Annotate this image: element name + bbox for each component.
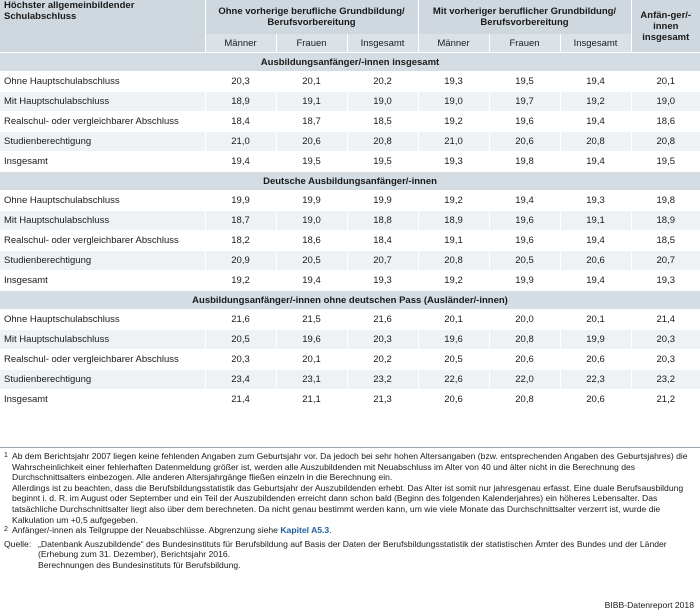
table-cell: 19,4	[560, 271, 631, 291]
table-cell: 19,4	[560, 112, 631, 132]
table-cell: 19,5	[489, 72, 560, 92]
table-cell: 19,8	[489, 152, 560, 172]
publication-credit: BIBB-Datenreport 2018	[604, 600, 694, 610]
table-cell: 19,6	[489, 231, 560, 251]
table-cell: 18,7	[205, 211, 276, 231]
row-label: Insgesamt	[0, 152, 205, 172]
table-cell: 20,3	[631, 330, 700, 350]
table-cell: 19,4	[560, 231, 631, 251]
table-cell: 20,2	[347, 350, 418, 370]
source-text: Berechnungen des Bundesinstituts für Berufsbildung.	[38, 559, 241, 570]
table-cell: 22,3	[560, 370, 631, 390]
table-cell: 20,9	[205, 251, 276, 271]
footnote-end: .	[329, 525, 332, 536]
table-cell: 19,1	[418, 231, 489, 251]
footnote-2	[4, 525, 696, 536]
table-row	[0, 330, 700, 350]
section-header-row	[0, 172, 700, 191]
table-cell: 20,8	[347, 132, 418, 152]
row-label: Studienberechtigung	[0, 251, 205, 271]
table-row	[0, 72, 700, 92]
table-cell: 21,5	[276, 310, 347, 330]
table-cell: 20,3	[631, 350, 700, 370]
footnote-text: Ab dem Berichtsjahr 2007 liegen keine fehlenden Angaben zum Geburtsjahr vor. Da jedoch bei sehr hohen Altersangaben (bzw. entsprechenden Angaben des Geburtsjahres) die Wahrscheinlichkeit einer fehlerhaften Datenmeldung größer ist, werden alle Auszubildenden mit Neuabschluss im Alter von 40 und älter nicht in die Berechnung des Durchschnittsalters einbezogen. Alle anderen Altersjahrgänge fließen einzeln in die Berechnung ein.	[12, 451, 688, 483]
table-cell: 18,5	[347, 112, 418, 132]
table-cell: 19,5	[347, 152, 418, 172]
table-row	[0, 92, 700, 112]
table-cell: 19,2	[418, 191, 489, 211]
table-cell: 20,6	[418, 390, 489, 410]
row-label: Mit Hauptschulabschluss	[0, 211, 205, 231]
section-title: Ausbildungsanfänger/-innen insgesamt	[0, 53, 700, 72]
header-group-without: Ohne vorherige berufliche Grundbildung/ Berufsvorbereitung	[205, 0, 418, 34]
notes-divider	[0, 447, 700, 448]
table-cell: 19,1	[276, 92, 347, 112]
footnote-marker: 2	[4, 526, 8, 534]
table-row	[0, 350, 700, 370]
table-row	[0, 152, 700, 172]
table-cell: 20,7	[347, 251, 418, 271]
table-cell: 20,1	[418, 310, 489, 330]
table-cell: 18,4	[347, 231, 418, 251]
footnote-1	[4, 451, 696, 525]
table-cell: 19,9	[489, 271, 560, 291]
row-label: Ohne Hauptschulabschluss	[0, 310, 205, 330]
table-cell: 21,2	[631, 390, 700, 410]
table-cell: 20,8	[631, 132, 700, 152]
table-row	[0, 112, 700, 132]
table-cell: 20,6	[489, 350, 560, 370]
table-cell: 19,7	[489, 92, 560, 112]
table-cell: 18,9	[418, 211, 489, 231]
table-cell: 22,6	[418, 370, 489, 390]
table-cell: 21,0	[418, 132, 489, 152]
table-row	[0, 132, 700, 152]
header-men: Männer	[418, 34, 489, 53]
table-cell: 20,5	[205, 330, 276, 350]
table-cell: 19,3	[560, 191, 631, 211]
footnote-text: Anfänger/-innen als Teilgruppe der Neuabschlüsse. Abgrenzung siehe	[12, 525, 278, 536]
table-cell: 19,5	[276, 152, 347, 172]
table-cell: 20,5	[276, 251, 347, 271]
table-cell: 19,6	[276, 330, 347, 350]
table-cell: 19,4	[276, 271, 347, 291]
table-cell: 20,0	[489, 310, 560, 330]
table-cell: 18,5	[631, 231, 700, 251]
table-cell: 18,6	[631, 112, 700, 132]
table-cell: 19,9	[205, 191, 276, 211]
row-label: Realschul- oder vergleichbarer Abschluss	[0, 231, 205, 251]
row-label: Studienberechtigung	[0, 132, 205, 152]
table-row	[0, 231, 700, 251]
section-header-row	[0, 53, 700, 72]
table-cell: 18,8	[347, 211, 418, 231]
table-cell: 19,2	[418, 271, 489, 291]
table-cell: 20,6	[560, 251, 631, 271]
table-row	[0, 251, 700, 271]
section-header-row	[0, 291, 700, 310]
header-men: Männer	[205, 34, 276, 53]
table-cell: 23,2	[347, 370, 418, 390]
table-cell: 19,6	[418, 330, 489, 350]
row-label: Insgesamt	[0, 390, 205, 410]
header-group-with: Mit vorheriger beruflicher Grundbildung/ Berufsvorbereitung	[418, 0, 631, 34]
table-cell: 19,4	[489, 191, 560, 211]
table-cell: 20,8	[489, 330, 560, 350]
table-row	[0, 310, 700, 330]
table-cell: 20,6	[560, 350, 631, 370]
table-row	[0, 390, 700, 410]
table-cell: 20,6	[489, 132, 560, 152]
table-cell: 22,0	[489, 370, 560, 390]
table-cell: 19,6	[489, 211, 560, 231]
row-label: Mit Hauptschulabschluss	[0, 330, 205, 350]
table-cell: 20,7	[631, 251, 700, 271]
table-cell: 21,0	[205, 132, 276, 152]
table-cell: 19,4	[205, 152, 276, 172]
source-label: Quelle:	[4, 538, 32, 549]
table-cell: 19,2	[560, 92, 631, 112]
table-cell: 20,6	[560, 390, 631, 410]
row-label: Ohne Hauptschulabschluss	[0, 72, 205, 92]
table-cell: 19,9	[347, 191, 418, 211]
table-cell: 23,2	[631, 370, 700, 390]
table-cell: 20,3	[205, 72, 276, 92]
table-cell: 18,7	[276, 112, 347, 132]
header-women: Frauen	[489, 34, 560, 53]
table-cell: 18,2	[205, 231, 276, 251]
source-text: „Datenbank Auszubildende“ des Bundesinstituts für Berufsbildung auf Basis der Daten der Berufsbildungsstatistik der statistischen Ämter des Bundes und der Länder (Erhebung zum 31. Dezember), Berichtsjahr 2016.	[38, 538, 667, 560]
table-cell: 21,3	[347, 390, 418, 410]
table-cell: 20,3	[205, 350, 276, 370]
footnotes	[4, 451, 696, 571]
header-total-beginners: Anfän-ger/-innen insgesamt	[631, 0, 700, 53]
header-total: Insgesamt	[347, 34, 418, 53]
table-cell: 19,3	[347, 271, 418, 291]
table-cell: 19,1	[560, 211, 631, 231]
table-cell: 19,8	[631, 191, 700, 211]
table-cell: 20,6	[276, 132, 347, 152]
table-cell: 20,1	[560, 310, 631, 330]
section-title: Deutsche Ausbildungsanfänger/-innen	[0, 172, 700, 191]
row-label: Realschul- oder vergleichbarer Abschluss	[0, 112, 205, 132]
header-school-degree: Höchster allgemeinbildender Schulabschluss	[0, 0, 205, 53]
table-cell: 19,0	[347, 92, 418, 112]
row-label: Realschul- oder vergleichbarer Abschluss	[0, 350, 205, 370]
chapter-link[interactable]: Kapitel A5.3	[280, 525, 330, 536]
table-cell: 19,4	[560, 152, 631, 172]
header-total: Insgesamt	[560, 34, 631, 53]
table-cell: 21,1	[276, 390, 347, 410]
table-cell: 19,3	[418, 152, 489, 172]
table-cell: 19,9	[276, 191, 347, 211]
header-women: Frauen	[276, 34, 347, 53]
table-cell: 20,8	[418, 251, 489, 271]
table-cell: 18,9	[631, 211, 700, 231]
section-title: Ausbildungsanfänger/-innen ohne deutschen Pass (Ausländer/-innen)	[0, 291, 700, 310]
table-cell: 19,6	[489, 112, 560, 132]
footnote-marker: 1	[4, 452, 8, 459]
table-cell: 20,1	[276, 72, 347, 92]
table-cell: 21,4	[205, 390, 276, 410]
table-cell: 20,1	[276, 350, 347, 370]
table-row	[0, 370, 700, 390]
table-cell: 20,1	[631, 72, 700, 92]
table-cell: 20,5	[418, 350, 489, 370]
table-cell: 20,8	[560, 132, 631, 152]
table-cell: 19,9	[560, 330, 631, 350]
table-cell: 19,5	[631, 152, 700, 172]
table-cell: 18,9	[205, 92, 276, 112]
table-cell: 21,4	[631, 310, 700, 330]
table-cell: 23,1	[276, 370, 347, 390]
row-label: Studienberechtigung	[0, 370, 205, 390]
table-cell: 20,5	[489, 251, 560, 271]
table-cell: 19,2	[418, 112, 489, 132]
table-cell: 21,6	[205, 310, 276, 330]
row-label: Insgesamt	[0, 271, 205, 291]
table-cell: 20,3	[347, 330, 418, 350]
source-note	[4, 539, 696, 571]
table-cell: 20,2	[347, 72, 418, 92]
table-cell: 18,6	[276, 231, 347, 251]
table-cell: 18,4	[205, 112, 276, 132]
table-row	[0, 271, 700, 291]
table-cell: 21,6	[347, 310, 418, 330]
table-cell: 20,8	[489, 390, 560, 410]
table-body	[0, 53, 700, 410]
table-cell: 19,0	[418, 92, 489, 112]
table-cell: 19,0	[631, 92, 700, 112]
table-row	[0, 191, 700, 211]
table-cell: 19,4	[560, 72, 631, 92]
table-cell: 19,3	[418, 72, 489, 92]
table-cell: 19,3	[631, 271, 700, 291]
footnote-text: Allerdings ist zu beachten, dass die Berufsbildungsstatistik das Geburtsjahr der Auszubildenden erhebt. Das Alter ist somit nur jahresgenau erfasst. Eine duale Berufsausbildung beginnt i. d. R. im August oder September und ein Teil der Auszubildenden erreicht dann schon bald (Beginn des folgenden Kalenderjahres) ein höheres Lebensalter. Das tatsächliche Durchschnittsalter liegt also über dem berechneten. Da nicht genau bestimmt werden kann, um wie viele Monate das Durchschnittsalter verzerrt ist, wurde die Kalkulation um +0,5 aufgegeben.	[12, 482, 684, 525]
table-cell: 19,0	[276, 211, 347, 231]
header-row-groups	[0, 0, 700, 34]
table-cell: 23,4	[205, 370, 276, 390]
row-label: Ohne Hauptschulabschluss	[0, 191, 205, 211]
table-cell: 19,2	[205, 271, 276, 291]
row-label: Mit Hauptschulabschluss	[0, 92, 205, 112]
table-row	[0, 211, 700, 231]
